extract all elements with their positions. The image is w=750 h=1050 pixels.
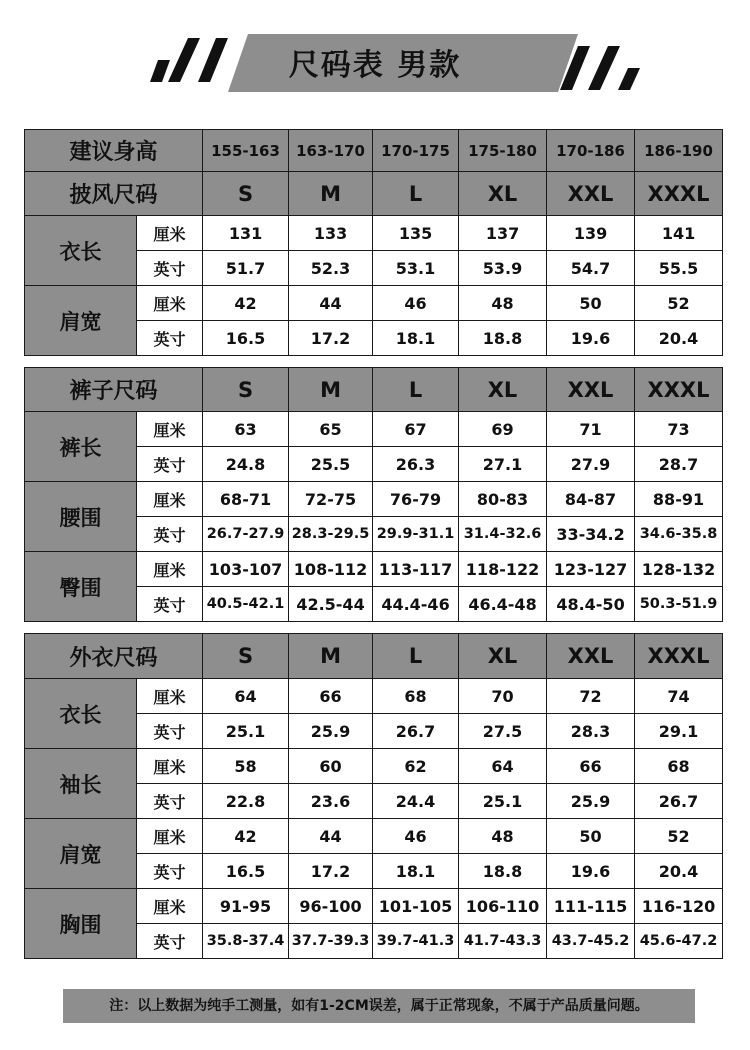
size-header: M	[289, 368, 373, 412]
value-cell: 28.3	[547, 714, 635, 749]
value-cell: 52	[635, 819, 723, 854]
value-cell: 39.7-41.3	[373, 924, 459, 959]
value-cell: 55.5	[635, 251, 723, 286]
size-header: M	[289, 172, 373, 216]
value-cell: 53.1	[373, 251, 459, 286]
value-cell: 24.8	[203, 447, 289, 482]
value-cell: 25.5	[289, 447, 373, 482]
height-range: 163-170	[289, 130, 373, 172]
value-cell: 131	[203, 216, 289, 251]
value-cell: 33-34.2	[547, 517, 635, 552]
unit-label: 厘米	[137, 889, 203, 924]
measure-row-cm	[25, 679, 723, 714]
value-cell: 44.4-46	[373, 587, 459, 622]
value-cell: 23.6	[289, 784, 373, 819]
value-cell: 68	[373, 679, 459, 714]
measure-row-cm	[25, 819, 723, 854]
measure-label: 袖长	[25, 749, 137, 819]
value-cell: 26.7	[373, 714, 459, 749]
value-cell: 51.7	[203, 251, 289, 286]
value-cell: 28.7	[635, 447, 723, 482]
value-cell: 25.1	[459, 784, 547, 819]
cape-size-table	[24, 129, 723, 356]
measure-row-cm	[25, 482, 723, 517]
value-cell: 25.9	[289, 714, 373, 749]
measure-row-cm	[25, 749, 723, 784]
unit-label: 厘米	[137, 412, 203, 447]
height-range: 186-190	[635, 130, 723, 172]
size-header-row	[25, 368, 723, 412]
value-cell: 43.7-45.2	[547, 924, 635, 959]
value-cell: 62	[373, 749, 459, 784]
size-label: 外衣尺码	[25, 634, 203, 679]
value-cell: 111-115	[547, 889, 635, 924]
value-cell: 34.6-35.8	[635, 517, 723, 552]
value-cell: 22.8	[203, 784, 289, 819]
size-header: XXXL	[635, 634, 723, 679]
value-cell: 50	[547, 819, 635, 854]
value-cell: 58	[203, 749, 289, 784]
value-cell: 26.7	[635, 784, 723, 819]
value-cell: 53.9	[459, 251, 547, 286]
size-header-row	[25, 172, 723, 216]
unit-label: 厘米	[137, 819, 203, 854]
value-cell: 103-107	[203, 552, 289, 587]
unit-label: 英寸	[137, 784, 203, 819]
value-cell: 133	[289, 216, 373, 251]
unit-label: 英寸	[137, 714, 203, 749]
value-cell: 17.2	[289, 854, 373, 889]
size-header: S	[203, 368, 289, 412]
value-cell: 44	[289, 286, 373, 321]
height-row	[25, 130, 723, 172]
value-cell: 41.7-43.3	[459, 924, 547, 959]
value-cell: 46.4-48	[459, 587, 547, 622]
height-range: 170-175	[373, 130, 459, 172]
value-cell: 27.1	[459, 447, 547, 482]
measure-label: 衣长	[25, 679, 137, 749]
value-cell: 84-87	[547, 482, 635, 517]
value-cell: 48	[459, 819, 547, 854]
value-cell: 29.1	[635, 714, 723, 749]
value-cell: 108-112	[289, 552, 373, 587]
value-cell: 25.9	[547, 784, 635, 819]
value-cell: 18.8	[459, 854, 547, 889]
value-cell: 141	[635, 216, 723, 251]
value-cell: 20.4	[635, 321, 723, 356]
size-header: XXL	[547, 634, 635, 679]
value-cell: 42.5-44	[289, 587, 373, 622]
measure-label: 肩宽	[25, 819, 137, 889]
value-cell: 80-83	[459, 482, 547, 517]
measure-label: 胸围	[25, 889, 137, 959]
value-cell: 19.6	[547, 321, 635, 356]
value-cell: 71	[547, 412, 635, 447]
value-cell: 118-122	[459, 552, 547, 587]
value-cell: 128-132	[635, 552, 723, 587]
value-cell: 63	[203, 412, 289, 447]
pants-size-table	[24, 367, 723, 622]
height-range: 155-163	[203, 130, 289, 172]
value-cell: 74	[635, 679, 723, 714]
value-cell: 28.3-29.5	[289, 517, 373, 552]
value-cell: 46	[373, 286, 459, 321]
value-cell: 106-110	[459, 889, 547, 924]
value-cell: 45.6-47.2	[635, 924, 723, 959]
value-cell: 37.7-39.3	[289, 924, 373, 959]
value-cell: 18.1	[373, 854, 459, 889]
value-cell: 16.5	[203, 321, 289, 356]
unit-label: 英寸	[137, 924, 203, 959]
measure-label: 衣长	[25, 216, 137, 286]
value-cell: 66	[547, 749, 635, 784]
value-cell: 18.8	[459, 321, 547, 356]
size-header: S	[203, 634, 289, 679]
value-cell: 40.5-42.1	[203, 587, 289, 622]
size-header: L	[373, 172, 459, 216]
value-cell: 26.7-27.9	[203, 517, 289, 552]
value-cell: 42	[203, 286, 289, 321]
unit-label: 厘米	[137, 216, 203, 251]
value-cell: 18.1	[373, 321, 459, 356]
value-cell: 72-75	[289, 482, 373, 517]
unit-label: 厘米	[137, 749, 203, 784]
page-title: 尺码表 男款	[288, 48, 462, 83]
unit-label: 英寸	[137, 587, 203, 622]
size-header: XXXL	[635, 172, 723, 216]
unit-label: 英寸	[137, 321, 203, 356]
measure-label: 腰围	[25, 482, 137, 552]
value-cell: 135	[373, 216, 459, 251]
size-header: L	[373, 368, 459, 412]
value-cell: 101-105	[373, 889, 459, 924]
measure-row-cm	[25, 889, 723, 924]
title-banner	[0, 30, 750, 96]
size-label: 裤子尺码	[25, 368, 203, 412]
unit-label: 英寸	[137, 517, 203, 552]
value-cell: 31.4-32.6	[459, 517, 547, 552]
value-cell: 48.4-50	[547, 587, 635, 622]
value-cell: 139	[547, 216, 635, 251]
measure-label: 肩宽	[25, 286, 137, 356]
size-header: L	[373, 634, 459, 679]
value-cell: 52	[635, 286, 723, 321]
value-cell: 44	[289, 819, 373, 854]
value-cell: 137	[459, 216, 547, 251]
unit-label: 厘米	[137, 482, 203, 517]
unit-label: 英寸	[137, 251, 203, 286]
size-header: XL	[459, 172, 547, 216]
value-cell: 48	[459, 286, 547, 321]
measure-row-cm	[25, 412, 723, 447]
value-cell: 72	[547, 679, 635, 714]
jacket-size-table	[24, 633, 723, 959]
value-cell: 73	[635, 412, 723, 447]
value-cell: 65	[289, 412, 373, 447]
value-cell: 123-127	[547, 552, 635, 587]
unit-label: 厘米	[137, 286, 203, 321]
value-cell: 42	[203, 819, 289, 854]
value-cell: 91-95	[203, 889, 289, 924]
measure-label: 裤长	[25, 412, 137, 482]
value-cell: 35.8-37.4	[203, 924, 289, 959]
value-cell: 50.3-51.9	[635, 587, 723, 622]
value-cell: 17.2	[289, 321, 373, 356]
value-cell: 19.6	[547, 854, 635, 889]
value-cell: 27.9	[547, 447, 635, 482]
unit-label: 英寸	[137, 447, 203, 482]
value-cell: 16.5	[203, 854, 289, 889]
value-cell: 50	[547, 286, 635, 321]
value-cell: 46	[373, 819, 459, 854]
size-header: XXL	[547, 172, 635, 216]
value-cell: 24.4	[373, 784, 459, 819]
value-cell: 29.9-31.1	[373, 517, 459, 552]
measure-row-cm	[25, 552, 723, 587]
measurement-note: 注：以上数据为纯手工测量，如有1-2CM误差，属于正常现象，不属于产品质量问题。	[63, 989, 695, 1023]
unit-label: 英寸	[137, 854, 203, 889]
value-cell: 52.3	[289, 251, 373, 286]
value-cell: 64	[203, 679, 289, 714]
value-cell: 54.7	[547, 251, 635, 286]
value-cell: 27.5	[459, 714, 547, 749]
value-cell: 68-71	[203, 482, 289, 517]
measure-label: 臀围	[25, 552, 137, 622]
size-header: XXXL	[635, 368, 723, 412]
value-cell: 26.3	[373, 447, 459, 482]
size-header: XL	[459, 634, 547, 679]
value-cell: 20.4	[635, 854, 723, 889]
size-header: S	[203, 172, 289, 216]
value-cell: 67	[373, 412, 459, 447]
height-range: 170-186	[547, 130, 635, 172]
size-header-row	[25, 634, 723, 679]
value-cell: 116-120	[635, 889, 723, 924]
value-cell: 70	[459, 679, 547, 714]
size-label: 披风尺码	[25, 172, 203, 216]
value-cell: 96-100	[289, 889, 373, 924]
value-cell: 25.1	[203, 714, 289, 749]
value-cell: 60	[289, 749, 373, 784]
value-cell: 113-117	[373, 552, 459, 587]
value-cell: 68	[635, 749, 723, 784]
value-cell: 69	[459, 412, 547, 447]
measure-row-cm	[25, 216, 723, 251]
size-header: XXL	[547, 368, 635, 412]
height-range: 175-180	[459, 130, 547, 172]
size-header: XL	[459, 368, 547, 412]
measure-row-cm	[25, 286, 723, 321]
value-cell: 66	[289, 679, 373, 714]
unit-label: 厘米	[137, 552, 203, 587]
unit-label: 厘米	[137, 679, 203, 714]
value-cell: 64	[459, 749, 547, 784]
size-header: M	[289, 634, 373, 679]
height-label: 建议身高	[25, 130, 203, 172]
value-cell: 88-91	[635, 482, 723, 517]
value-cell: 76-79	[373, 482, 459, 517]
